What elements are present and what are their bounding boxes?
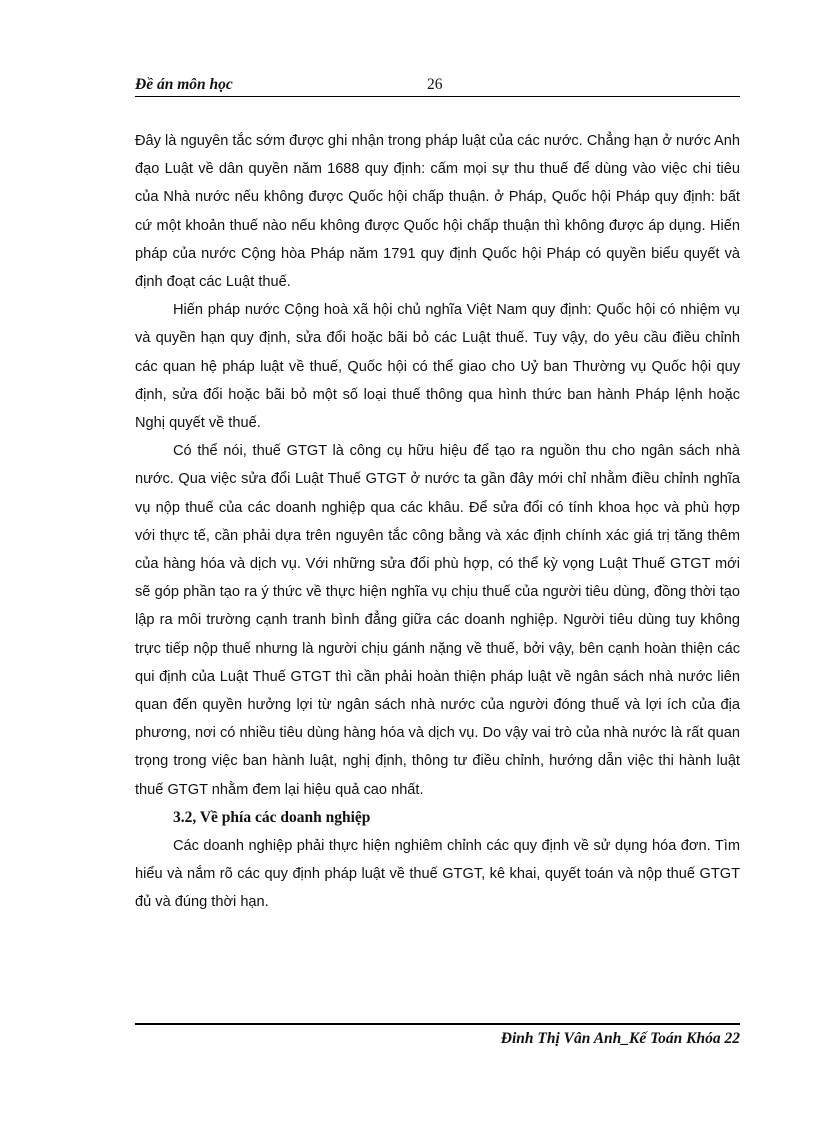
- paragraph-3: Có thể nói, thuế GTGT là công cụ hữu hiệu để tạo ra nguồn thu cho ngân sách nhà nước. Qua việc sửa đổi Luật Thuế GTGT ở nước ta gần đây mới chỉ nhằm điều chỉnh nghĩa vụ nộp thuế của các doanh nghiệp qua các khâu. Để sửa đổi có tính khoa học và phù hợp với thực tế, cần phải dựa trên nguyên tắc công bằng và xác định chính xác giá trị tăng thêm của hàng hóa và dịch vụ. Với những sửa đổi phù hợp, có thể kỳ vọng Luật Thuế GTGT mới sẽ góp phần tạo ra ý thức về thực hiện nghĩa vụ chịu thuế của người tiêu dùng, đồng thời tạo lập ra môi trường cạnh tranh bình đẳng giữa các doanh nghiệp. Người tiêu dùng tuy không trực tiếp nộp thuế nhưng là người chịu gánh nặng về thuế, bởi vậy, bên cạnh hoàn thiện các qui định của Luật Thuế GTGT thì cần phải hoàn thiện pháp luật về ngân sách nhà nước liên quan đến quyền hưởng lợi từ ngân sách nhà nước của người đóng thuế và lợi ích của địa phương, nơi có nhiều tiêu dùng hàng hóa và dịch vụ. Do vậy vai trò của nhà nước là rất quan trọng trong việc ban hành luật, nghị định, thông tư điều chỉnh, hướng dẫn việc thi hành luật thuế GTGT nhằm đem lại hiệu quả cao nhất.: [135, 443, 740, 798]
- paragraph-2: Hiến pháp nước Cộng hoà xã hội chủ nghĩa Việt Nam quy định: Quốc hội có nhiệm vụ và quyền hạn quy định, sửa đổi hoặc bãi bỏ các Luật thuế. Tuy vậy, do yêu cầu điều chỉnh các quan hệ pháp luật về thuế, Quốc hội có thể giao cho Uỷ ban Thường vụ Quốc hội quy định, sửa đổi hoặc bãi bỏ một số loại thuế thông qua hình thức ban hành Pháp lệnh hoặc Nghị quyết về thuế.: [135, 302, 740, 432]
- section-paragraph: Các doanh nghiệp phải thực hiện nghiêm chỉnh các quy định về sử dụng hóa đơn. Tìm hiểu và nắm rõ các quy định pháp luật về thuế GTGT, kê khai, quyết toán và nộp thuế GTGT đủ và đúng thời hạn.: [135, 838, 740, 911]
- paragraph-1: Đây là nguyên tắc sớm được ghi nhận trong pháp luật của các nước. Chẳng hạn ở nước Anh đạo Luật về dân quyền năm 1688 quy định: cấm mọi sự thu thuế để dùng vào việc chi tiêu của Nhà nước nếu không được Quốc hội chấp thuận. ở Pháp, Quốc hội Pháp quy định: bất cứ một khoản thuế nào nếu không được Quốc hội chấp thuận thì không được áp dụng. Hiến pháp của nước Cộng hòa Pháp năm 1791 quy định Quốc hội Pháp có quyền biểu quyết và định đoạt các Luật thuế.: [135, 133, 740, 291]
- header-title: Đề án môn học: [135, 76, 233, 93]
- footer-divider: [135, 1023, 740, 1025]
- section-heading: 3.2, Về phía các doanh nghiệp: [173, 808, 371, 826]
- body-text: [135, 127, 740, 917]
- page-header: [135, 76, 740, 97]
- footer-author: Đinh Thị Vân Anh_Kế Toán Khóa 22: [500, 1030, 740, 1047]
- page-number: 26: [427, 76, 443, 93]
